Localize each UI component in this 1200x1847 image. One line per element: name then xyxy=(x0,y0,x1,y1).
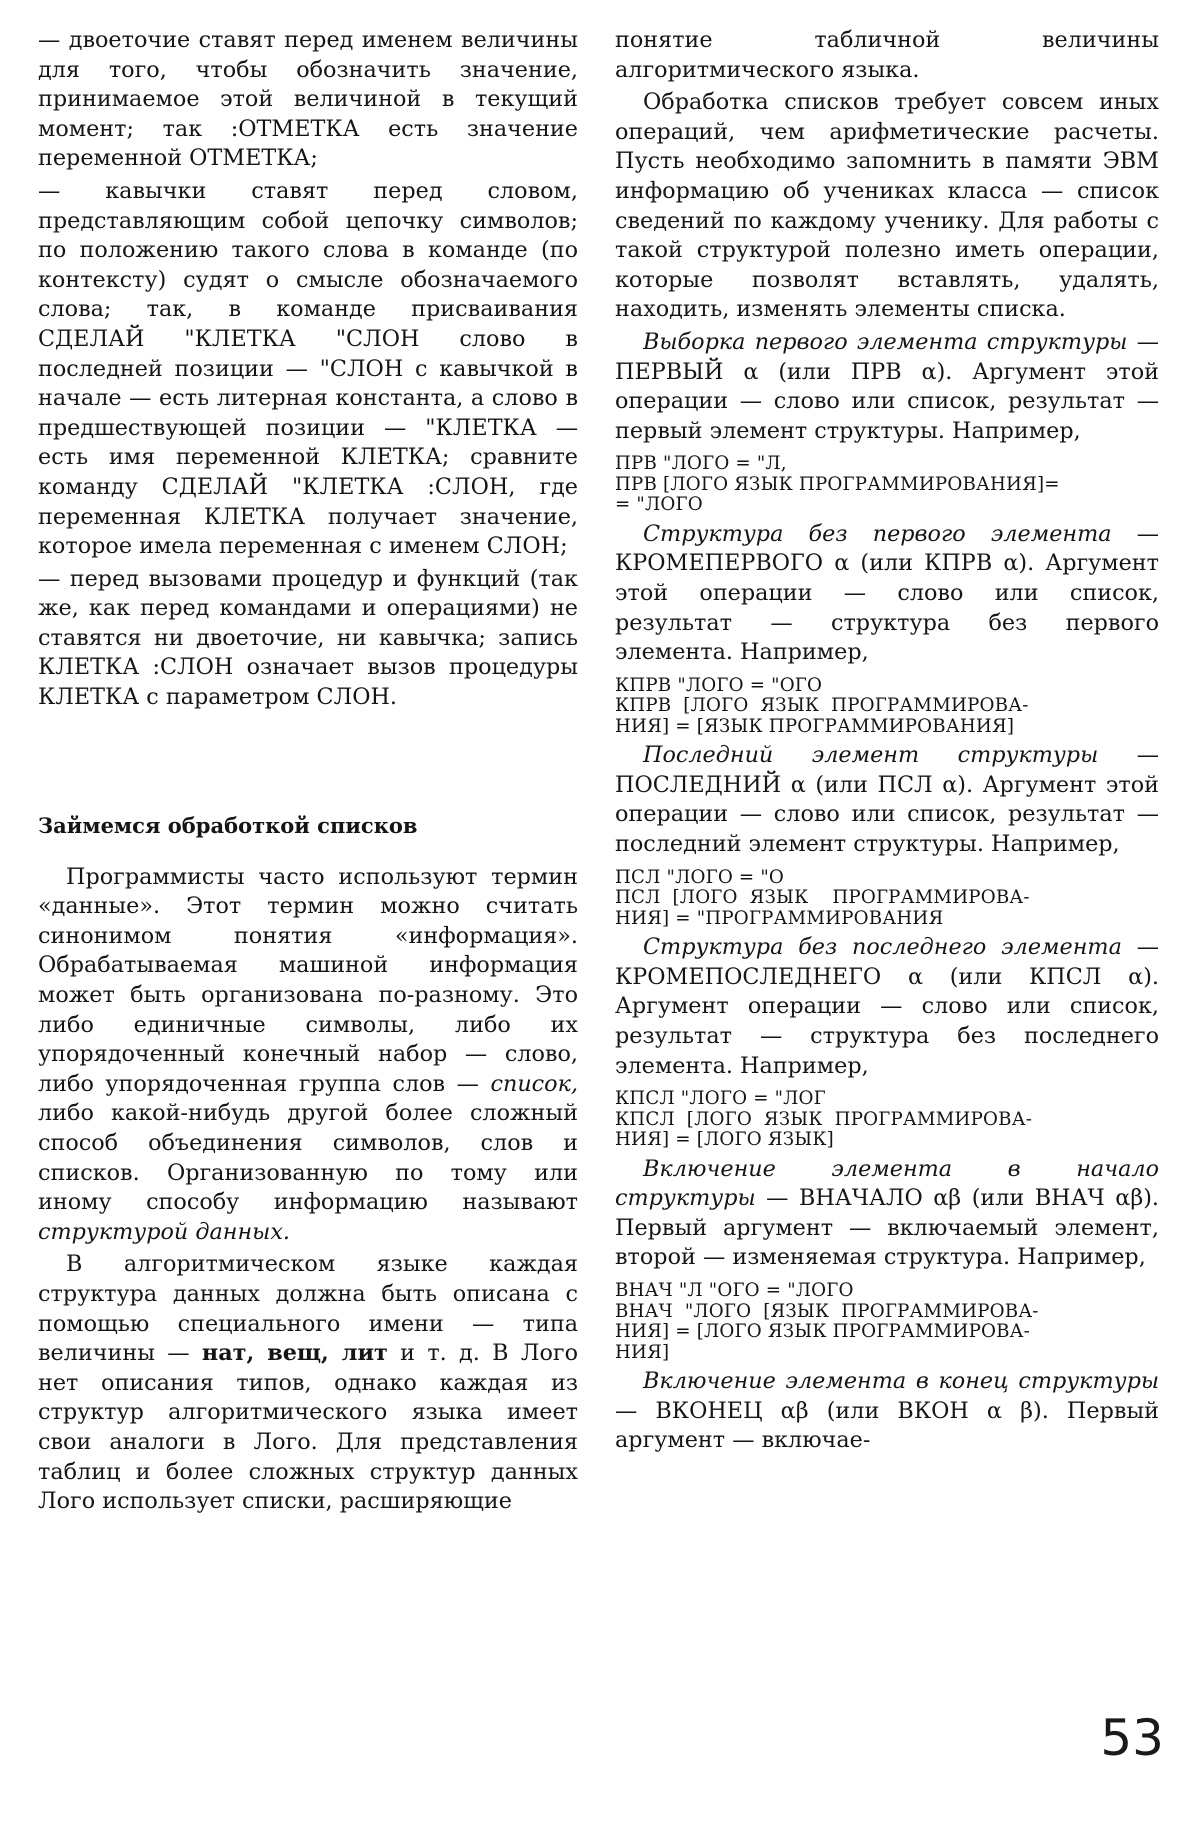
page-number: 53 xyxy=(1100,1709,1164,1767)
op-butlast: Структура без последнего элемента — КРОМЕПОСЛЕДНЕГО α (или КПСЛ α). Аргумент операции — слово или список, результат — структура без последнего элемента. Например, xyxy=(615,934,1159,1079)
code-example-butlast: КПСЛ "ЛОГО = "ЛОГ КПСЛ [ЛОГО ЯЗЫК ПРОГРАММИРОВА- НИЯ] = [ЛОГО ЯЗЫК] xyxy=(615,1088,1033,1151)
paragraph-quotes: — кавычки ставят перед словом, представляющим собой цепочку символов; по положению такого слова в команде (по контексту) судят о смысле обозначаемого слова; так, в команде присваивания СДЕЛАЙ "КЛЕТКА "СЛОН слово в последней позиции — "СЛОН с кавычкой в начале — есть литерная константа, а слово в предшествующей позиции — "КЛЕТКА — есть имя переменной КЛЕТКА; сравните команду СДЕЛАЙ "КЛЕТКА :СЛОН, где переменная КЛЕТКА получает значение, которое имела переменная с именем СЛОН; xyxy=(38,177,578,560)
paragraph-colon: — двоеточие ставят перед именем величины для того, чтобы обозначить значение, принимаемое этой величиной в текущий момент; так :ОТМЕТКА есть значение переменной ОТМЕТКА; xyxy=(38,27,578,172)
op-first: Выборка первого элемента структуры — ПЕРВЫЙ α (или ПРВ α). Аргумент этой операции — слово или список, результат — первый элемент структуры. Например, xyxy=(615,328,1159,444)
code-example-butfirst: КПРВ "ЛОГО = "ОГО КПРВ [ЛОГО ЯЗЫК ПРОГРАММИРОВА- НИЯ] = [ЯЗЫК ПРОГРАММИРОВАНИЯ] xyxy=(615,674,1029,737)
op-fput: Включение элемента в начало структуры — ВНАЧАЛО αβ (или ВНАЧ αβ). Первый аргумент — включаемый элемент, второй — изменяемая структура. Например, xyxy=(615,1155,1159,1271)
op-last: Последний элемент структуры — ПОСЛЕДНИЙ α (или ПСЛ α). Аргумент этой операции — слово или список, результат — последний элемент структуры. Например, xyxy=(615,742,1159,858)
paragraph-list-ops: Обработка списков требует совсем иных операций, чем арифметические расчеты. Пусть необходимо запомнить в памяти ЭВМ информацию об учениках класса — список сведений по каждому ученику. Для работы с такой структурой полезно иметь операции, которые позволят вставлять, удалять, находить, изменять элементы списка. xyxy=(615,89,1159,323)
code-example-last: ПСЛ "ЛОГО = "О ПСЛ [ЛОГО ЯЗЫК ПРОГРАММИРОВА- НИЯ] = "ПРОГРАММИРОВАНИЯ xyxy=(615,866,1030,929)
code-example-fput: ВНАЧ "Л "ОГО = "ЛОГО ВНАЧ "ЛОГО [ЯЗЫК ПРОГРАММИРОВА- НИЯ] = [ЛОГО ЯЗЫК ПРОГРАММИРОВА- НИЯ] xyxy=(615,1280,1039,1363)
right-column xyxy=(615,26,1159,1459)
paragraph-data: Программисты часто используют термин «данные». Этот термин можно считать синонимом понятия «информация». Обрабатываемая машиной информация может быть организована по-разному. Это либо единичные символы, либо их упорядоченный конечный набор — слово, либо упорядоченная группа слов — список, либо какой-нибудь другой более сложный способ объединения символов, слов и списков. Организованную по тому или иному способу информацию называют структурой данных. xyxy=(38,863,578,1245)
section-heading: Займемся обработкой списков xyxy=(38,812,418,838)
left-column xyxy=(38,26,578,1520)
op-lput: Включение элемента в конец структуры — ВКОНЕЦ αβ (или ВКОН α β). Первый аргумент — включае- xyxy=(615,1368,1159,1454)
code-example-first: ПРВ "ЛОГО = "Л, ПРВ [ЛОГО ЯЗЫК ПРОГРАММИРОВАНИЯ]= = "ЛОГО xyxy=(615,453,1060,516)
paragraph-table-concept: понятие табличной величины алгоритмического языка. xyxy=(615,27,1159,83)
paragraph-procedures: — перед вызовами процедур и функций (так же, как перед командами и операциями) не ставятся ни двоеточие, ни кавычка; запись КЛЕТКА :СЛОН означает вызов процедуры КЛЕТКА с параметром СЛОН. xyxy=(38,565,578,711)
op-butfirst: Структура без первого элемента — КРОМЕПЕРВОГО α (или КПРВ α). Аргумент этой операции — слово или список, результат — структура без первого элемента. Например, xyxy=(615,520,1160,666)
paragraph-types: В алгоритмическом языке каждая структура данных должна быть описана с помощью специального имени — типа величины — нат, вещ, лит и т. д. В Лого нет описания типов, однако каждая из структур алгоритмического языка имеет свои аналоги в Лого. Для представления таблиц и более сложных структур данных Лого использует списки, расширяющие xyxy=(38,1251,578,1515)
